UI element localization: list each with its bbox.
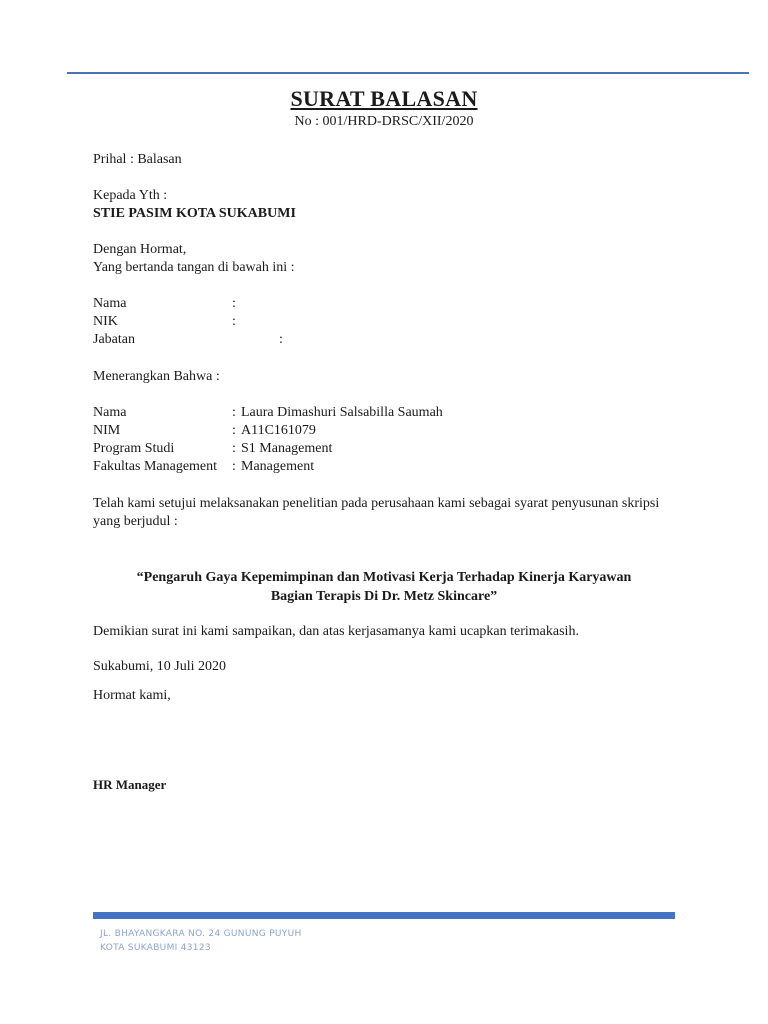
student-name-colon: :	[232, 405, 236, 420]
recipient-name: STIE PASIM KOTA SUKABUMI	[93, 206, 296, 221]
intro-line: Yang bertanda tangan di bawah ini :	[93, 260, 295, 275]
regards: Hormat kami,	[93, 688, 171, 703]
student-program-colon: :	[232, 441, 236, 456]
student-nim-value: A11C161079	[241, 423, 316, 438]
closing-paragraph: Demikian surat ini kami sampaikan, dan atas kerjasamanya kami ucapkan terimakasih.	[93, 624, 579, 639]
letter-title: SURAT BALASAN	[290, 86, 478, 111]
header-rule	[67, 72, 749, 74]
subject-line: Prihal : Balasan	[93, 152, 182, 167]
thesis-title-line-1: “Pengaruh Gaya Kepemimpinan dan Motivasi Kerja Terhadap Kinerja Karyawan	[136, 570, 632, 585]
greeting: Dengan Hormat,	[93, 242, 187, 257]
signature-title: HR Manager	[93, 777, 167, 792]
approval-paragraph: Telah kami setujui melaksanakan penelitian pada perusahaan kami sebagai syarat penyusunan skripsi yang berjudul :	[93, 496, 660, 529]
student-nim-label: NIM	[93, 423, 121, 438]
student-name-label: Nama	[93, 405, 127, 420]
student-name-value: Laura Dimashuri Salsabilla Saumah	[241, 405, 443, 420]
letter-number: No : 001/HRD-DRSC/XII/2020	[294, 114, 474, 129]
footer-bar	[93, 912, 675, 919]
student-program-value: S1 Management	[241, 441, 333, 456]
thesis-title-line-2: Bagian Terapis Di Dr. Metz Skincare”	[270, 589, 498, 604]
signer-position-label: Jabatan	[93, 332, 135, 347]
footer-address-line-2: KOTA SUKABUMI 43123	[100, 943, 211, 953]
place-date: Sukabumi, 10 Juli 2020	[93, 659, 227, 674]
signer-name-label: Nama	[93, 296, 127, 311]
signer-position-colon: :	[279, 332, 283, 347]
student-program-label: Program Studi	[93, 441, 175, 456]
declare-line: Menerangkan Bahwa :	[93, 369, 220, 384]
footer-address-line-1: JL. BHAYANGKARA NO. 24 GUNUNG PUYUH	[100, 929, 302, 939]
addressee-label: Kepada Yth :	[93, 188, 168, 203]
student-faculty-value: Management	[241, 459, 315, 474]
student-faculty-colon: :	[232, 459, 236, 474]
student-faculty-label: Fakultas Management	[93, 459, 218, 474]
student-nim-colon: :	[232, 423, 236, 438]
signer-nik-colon: :	[232, 314, 236, 329]
signer-name-colon: :	[232, 296, 236, 311]
signer-nik-label: NIK	[93, 314, 118, 329]
